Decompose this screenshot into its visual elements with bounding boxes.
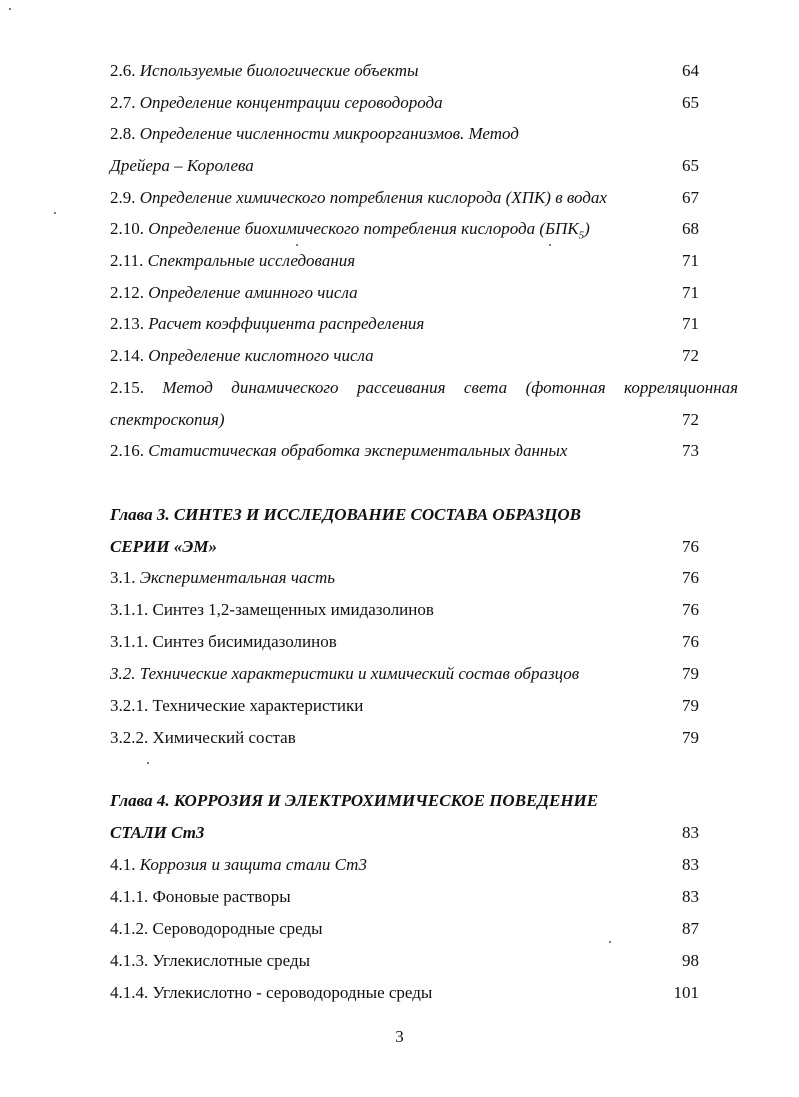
toc-entry-2-6: [110, 61, 419, 81]
scan-speck: [54, 212, 56, 214]
entry-page: 72: [682, 346, 699, 365]
entry-title: Определение химического потребления кислорода (ХПК) в водах: [139, 188, 607, 207]
entry-title-word: (фотонная: [525, 378, 606, 397]
chapter-label: Глава 3.: [110, 505, 170, 524]
toc-entry-2-12: [110, 283, 358, 303]
toc-entry-2-11: [110, 251, 355, 271]
entry-title: Определение кислотного числа: [148, 346, 374, 365]
entry-page: 79: [682, 696, 699, 715]
entry-number: 2.10.: [110, 219, 144, 238]
entry-title: Спектральные исследования: [147, 251, 356, 270]
entry-page: 101: [673, 983, 699, 1002]
toc-entry-2-8: [110, 124, 519, 144]
chapter-title-line-1: СИНТЕЗ И ИССЛЕДОВАНИЕ СОСТАВА ОБРАЗЦОВ: [173, 505, 581, 524]
chapter-4-heading: [110, 791, 598, 811]
entry-page: 98: [682, 951, 699, 970]
entry-page: 71: [682, 314, 699, 333]
entry-title-word: рассеивания: [356, 378, 446, 397]
entry-page: 67: [682, 188, 699, 207]
scan-speck: [549, 244, 551, 246]
entry-title-line-2: спектроскопия): [110, 410, 225, 429]
entry-page: 83: [682, 887, 699, 906]
scan-speck: [147, 762, 149, 764]
entry-page: 64: [682, 61, 699, 80]
entry-page: 79: [682, 664, 699, 683]
entry-number: 2.8.: [110, 124, 136, 143]
scan-speck: [296, 244, 298, 246]
scan-speck: [9, 8, 11, 10]
entry-title: Определение концентрации сероводорода: [139, 93, 443, 112]
entry-page: 79: [682, 728, 699, 747]
toc-entry-3-1-1-b: 3.1.1. Синтез бисимидазолинов: [110, 632, 337, 651]
entry-page: 71: [682, 251, 699, 270]
toc-entry-4-1: [110, 855, 367, 875]
scan-speck: [609, 941, 611, 943]
entry-page: 76: [682, 632, 699, 651]
entry-number: 2.12.: [110, 283, 144, 302]
toc-entry-2-7: [110, 93, 443, 113]
entry-page: 87: [682, 919, 699, 938]
entry-title-word: динамического: [231, 378, 339, 397]
chapter-label: Глава 4.: [110, 791, 170, 810]
entry-number: 2.6.: [110, 61, 136, 80]
entry-title: Статистическая обработка экспериментальных данных: [148, 441, 568, 460]
entry-number: 2.15.: [110, 378, 144, 397]
toc-entry-2-13: [110, 314, 424, 334]
entry-page: 71: [682, 283, 699, 302]
entry-title-text: Определение биохимического потребления кислорода (БПК: [148, 219, 579, 238]
chapter-3-heading: [110, 505, 581, 525]
entry-title-word: света: [463, 378, 508, 397]
entry-page: 68: [682, 219, 699, 238]
toc-entry-3-2-1: 3.2.1. Технические характеристики: [110, 696, 364, 715]
toc-entry-3-1-1-a: 3.1.1. Синтез 1,2-замещенных имидазолинов: [110, 600, 434, 619]
entry-title: Экспериментальная часть: [139, 568, 335, 587]
page-number: 3: [395, 1027, 404, 1046]
entry-title-word: Метод: [162, 378, 213, 397]
toc-entry-2-16: [110, 441, 567, 461]
toc-entry-4-1-2: 4.1.2. Сероводородные среды: [110, 919, 323, 938]
toc-entry-2-10: [110, 219, 590, 245]
toc-entry-4-1-3: 4.1.3. Углекислотные среды: [110, 951, 311, 970]
entry-title: Определение аминного числа: [148, 283, 358, 302]
entry-title: [148, 219, 590, 242]
toc-entry-3-1: [110, 568, 335, 588]
toc-entry-2-14: [110, 346, 374, 366]
entry-number: 3.1.: [110, 568, 136, 587]
entry-page: 65: [682, 93, 699, 112]
entry-number: 2.14.: [110, 346, 144, 365]
entry-number: 2.16.: [110, 441, 144, 460]
entry-title: Коррозия и защита стали Ст3: [139, 855, 367, 874]
toc-entry-4-1-4: 4.1.4. Углекислотно - сероводородные среды: [110, 983, 433, 1002]
chapter-title-line-1: КОРРОЗИЯ И ЭЛЕКТРОХИМИЧЕСКОЕ ПОВЕДЕНИЕ: [173, 791, 599, 810]
toc-entry-3-2-2: 3.2.2. Химический состав: [110, 728, 296, 747]
entry-number: 2.13.: [110, 314, 144, 333]
entry-page: 65: [682, 156, 699, 175]
entry-number: 2.7.: [110, 93, 136, 112]
entry-title: Используемые биологические объекты: [139, 61, 419, 80]
entry-page: 83: [682, 823, 699, 842]
entry-number: 2.9.: [110, 188, 136, 207]
toc-entry-4-1-1: 4.1.1. Фоновые растворы: [110, 887, 291, 906]
entry-page: 76: [682, 600, 699, 619]
toc-entry-2-15: [110, 378, 738, 398]
closing-paren: ): [584, 219, 590, 238]
entry-number: 4.1.: [110, 855, 136, 874]
subscript: 5: [578, 229, 585, 242]
entry-page: 76: [682, 568, 699, 587]
chapter-title-line-2: СЕРИИ «ЭМ»: [110, 537, 217, 556]
toc-entry-3-2: 3.2. Технические характеристики и химический состав образцов: [110, 664, 580, 683]
entry-page: 76: [682, 537, 699, 556]
entry-page: 73: [682, 441, 699, 460]
chapter-title-line-2: СТАЛИ Ст3: [110, 823, 205, 842]
entry-number: 2.11.: [110, 251, 144, 270]
entry-page: 72: [682, 410, 699, 429]
entry-title-line-1: Определение численности микроорганизмов. Метод: [139, 124, 519, 143]
entry-title-word: корреляционная: [624, 378, 739, 397]
entry-page: 83: [682, 855, 699, 874]
entry-title-line-2: Дрейера – Королева: [110, 156, 254, 175]
toc-entry-2-9: [110, 188, 607, 208]
entry-title: Расчет коэффициента распределения: [148, 314, 425, 333]
